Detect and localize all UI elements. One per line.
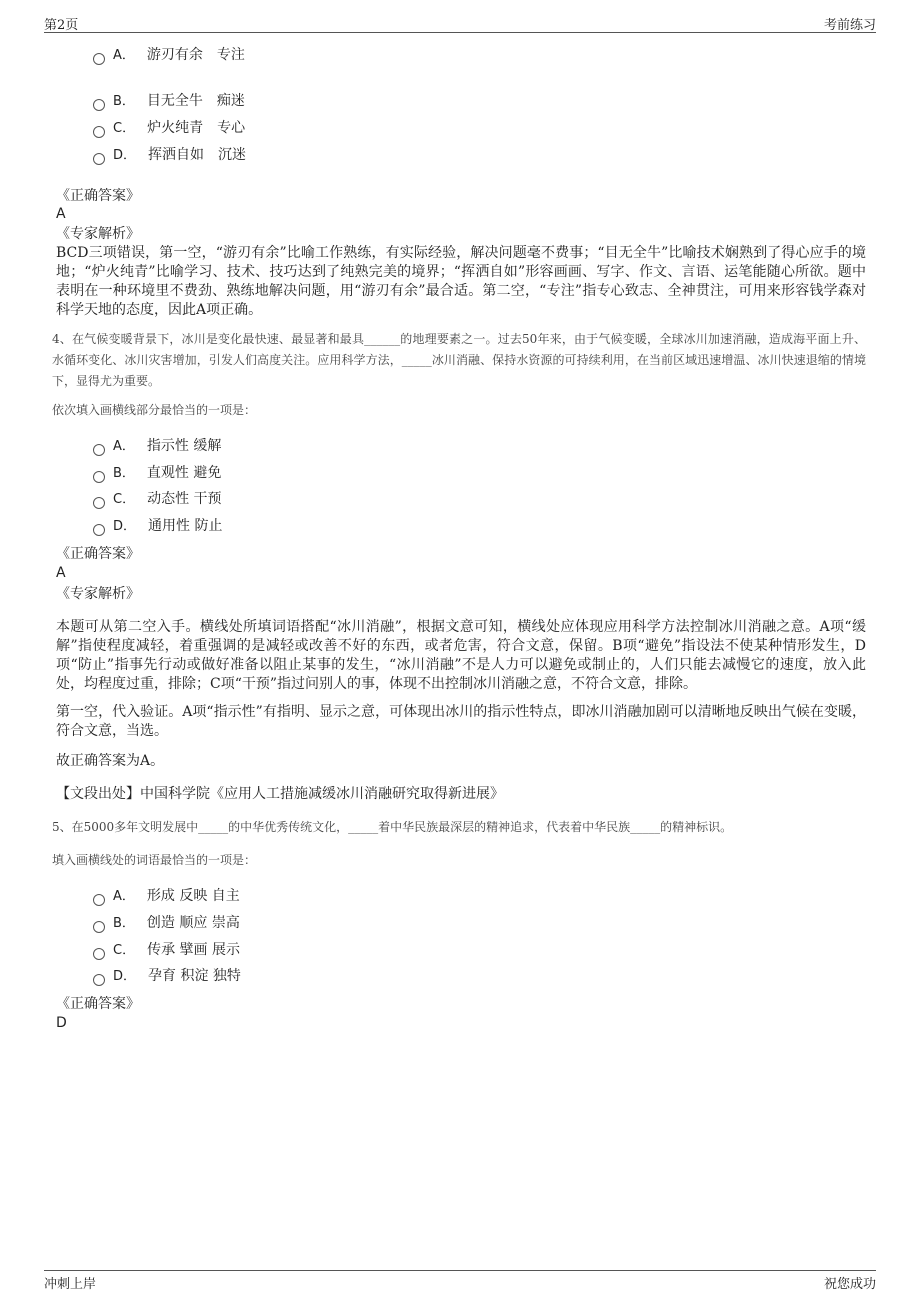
q4-prompt: 依次填入画横线部分最恰当的一项是： — [52, 403, 257, 417]
q3-analysis-label: 《专家解析》 — [56, 226, 140, 242]
page-number: 第2页 — [44, 18, 79, 33]
q4-option-d[interactable]: D． 通用性 防止 — [93, 517, 222, 536]
q3-analysis: BCD三项错误，第一空，“游刃有余”比喻工作熟练，有实际经验，解决问题毫不费事；“目无全牛”比喻技术娴熟到了得心应手的境地；“炉火纯青”比喻学习、技术、技巧达到了纯熟完美的境界；“挥洒自如”形容画画、写字、作文、言语、运笔能随心所欲。题中表明在一种环境里不费劲、熟练地解决问题，用“游刃有余”最合适。第二空，“专注”指专心致志、全神贯注，可用来形容钱学森对科学天地的态度，因此A项正确。 — [56, 245, 866, 318]
q5-prompt: 填入画横线处的词语最恰当的一项是： — [52, 853, 257, 867]
radio-icon[interactable] — [93, 894, 105, 906]
header-title: 考前练习 — [823, 18, 876, 33]
q3-option-a[interactable]: A． 游刃有余 专注 — [93, 46, 245, 65]
radio-icon[interactable] — [93, 53, 105, 65]
q5-option-d[interactable]: D． 孕育 积淀 独特 — [93, 967, 241, 986]
radio-icon[interactable] — [93, 126, 105, 138]
q4-answer-label: 《正确答案》 — [56, 546, 140, 562]
q4-option-b[interactable]: B． 直观性 避免 — [93, 464, 221, 483]
q4-option-a[interactable]: A． 指示性 缓解 — [93, 437, 221, 456]
radio-icon[interactable] — [93, 99, 105, 111]
q5-answer-label: 《正确答案》 — [56, 996, 140, 1012]
radio-icon[interactable] — [93, 948, 105, 960]
page-header — [44, 14, 876, 33]
page-footer — [44, 1270, 876, 1292]
q4-analysis-label: 《专家解析》 — [56, 586, 140, 602]
q5-option-b[interactable]: B． 创造 顺应 崇高 — [93, 914, 240, 933]
q4-option-c[interactable]: C． 动态性 干预 — [93, 490, 222, 509]
q5-option-c[interactable]: C． 传承 擘画 展示 — [93, 941, 240, 960]
radio-icon[interactable] — [93, 444, 105, 456]
radio-icon[interactable] — [93, 921, 105, 933]
q4-answer: A — [56, 565, 66, 581]
radio-icon[interactable] — [93, 471, 105, 483]
q4-analysis-p3: 故正确答案为A。 — [56, 753, 165, 769]
q4-analysis-p2: 第一空，代入验证。A项“指示性”有指明、显示之意，可体现出冰川的指示性特点，即冰川消融加剧可以清晰地反映出气候在变暖，符合文意，当选。 — [56, 704, 866, 739]
q5-answer: D — [56, 1015, 67, 1031]
q4-source: 【文段出处】中国科学院《应用人工措施减缓冰川消融研究取得新进展》 — [56, 786, 504, 802]
q4-analysis-p1: 本题可从第二空入手。横线处所填词语搭配“冰川消融”，根据文意可知，横线处应体现应用科学方法控制冰川消融之意。A项“缓解”指使程度减轻，着重强调的是减轻或改善不好的东西，或者危害，符合文意，保留。B项“避免”指设法不使某种情形发生，D项“防止”指事先行动或做好准备以阻止某事的发生，“冰川消融”不是人力可以避免或制止的，人们只能去减慢它的速度，放入此处，均程度过重，排除；C项“干预”指过问别人的事，体现不出控制冰川消融之意，不符合文意，排除。 — [56, 619, 866, 692]
q5-option-a[interactable]: A． 形成 反映 自主 — [93, 887, 240, 906]
q3-option-d[interactable]: D． 挥洒自如 沉迷 — [93, 146, 246, 165]
radio-icon[interactable] — [93, 974, 105, 986]
radio-icon[interactable] — [93, 153, 105, 165]
footer-left: 冲刺上岸 — [44, 1277, 97, 1292]
radio-icon[interactable] — [93, 524, 105, 536]
q3-answer: A — [56, 206, 66, 222]
q3-option-c[interactable]: C． 炉火纯青 专心 — [93, 119, 245, 138]
q3-answer-label: 《正确答案》 — [56, 188, 140, 204]
q5-stem: 5、在5000多年文明发展中_____的中华优秀传统文化，_____着中华民族最深层的精神追求，代表着中华民族_____的精神标识。 — [52, 820, 733, 834]
q3-option-b[interactable]: B． 目无全牛 痴迷 — [93, 92, 245, 111]
q4-stem: 4、在气候变暖背景下，冰川是变化最快速、最显著和最具______的地理要素之一。过去50年来，由于气候变暖，全球冰川加速消融，造成海平面上升、水循环变化、冰川灾害增加，引发人们高度关注。应用科学方法，_____冰川消融、保持水资源的可持续利用，在当前区域迅速增温、冰川快速退缩的情境下，显得尤为重要。 — [52, 332, 866, 388]
footer-right: 祝您成功 — [823, 1277, 876, 1292]
radio-icon[interactable] — [93, 497, 105, 509]
